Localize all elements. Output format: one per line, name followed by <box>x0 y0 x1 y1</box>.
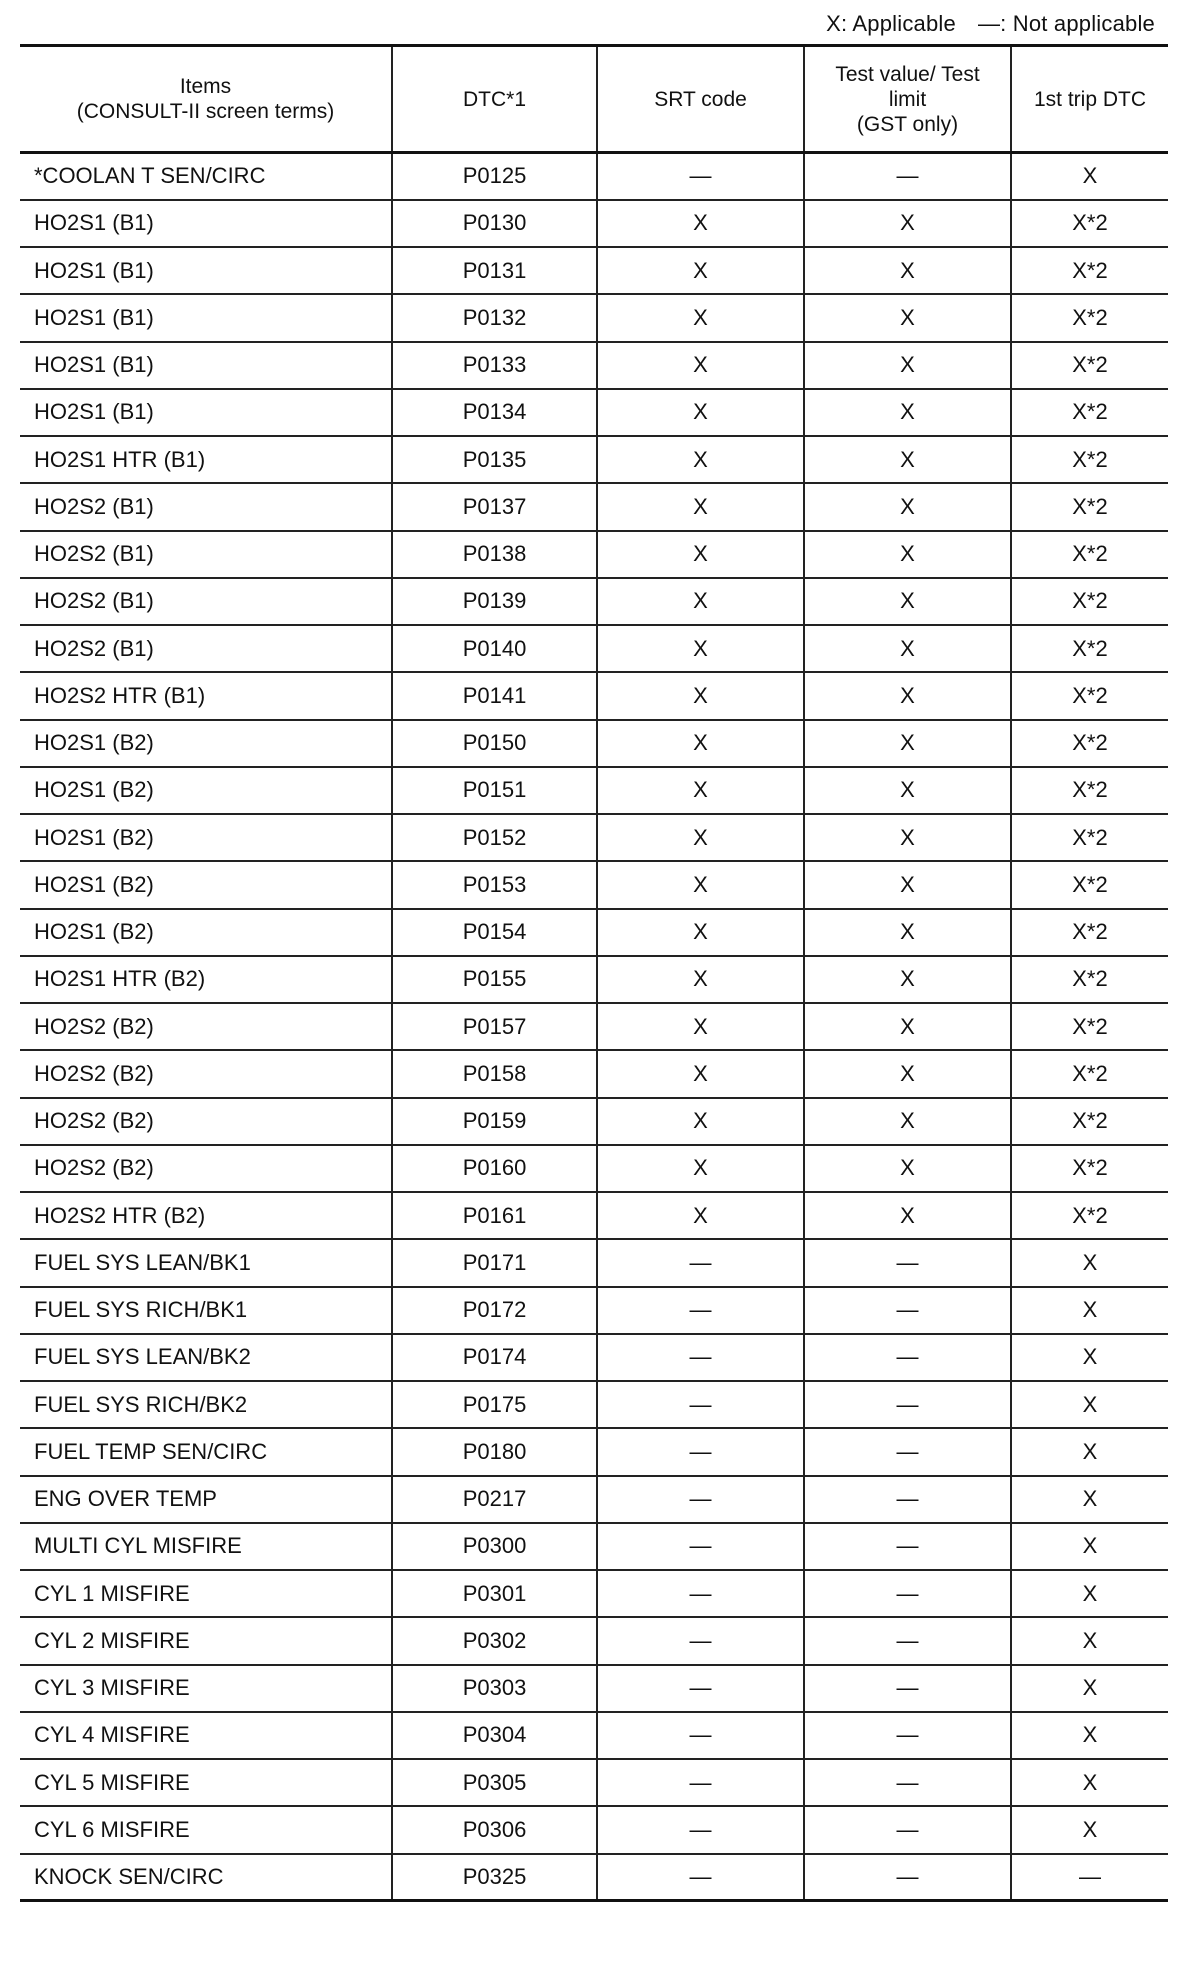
cell-first-trip-dtc: X*2 <box>1072 919 1108 945</box>
cell-item: CYL 4 MISFIRE <box>20 1712 392 1759</box>
cell-test-value: X <box>804 1192 1011 1239</box>
table-row <box>20 1381 1168 1428</box>
cell-srt: X <box>597 247 804 294</box>
table-row <box>20 1617 1168 1664</box>
cell-test-value: X <box>804 1003 1011 1050</box>
cell-srt: X <box>597 1145 804 1192</box>
table-body <box>20 153 1168 1901</box>
cell-test-value: — <box>804 1381 1011 1428</box>
cell-item: FUEL SYS LEAN/BK2 <box>20 1334 392 1381</box>
cell-first-trip-dtc: X*2 <box>1072 1155 1108 1181</box>
table-row <box>20 625 1168 672</box>
cell-first-trip-dtc: X*2 <box>1072 588 1108 614</box>
table-row <box>20 1239 1168 1286</box>
cell-srt: — <box>597 1381 804 1428</box>
cell-dtc: P0305 <box>392 1759 597 1806</box>
cell-test-value: — <box>804 1712 1011 1759</box>
cell-srt: — <box>597 1665 804 1712</box>
cell-test-value: — <box>804 1523 1011 1570</box>
table-row <box>20 720 1168 767</box>
cell-srt: X <box>597 672 804 719</box>
cell-dtc: P0161 <box>392 1192 597 1239</box>
table-row <box>20 342 1168 389</box>
cell-test-value: X <box>804 720 1011 767</box>
cell-srt: X <box>597 814 804 861</box>
cell-dtc: P0303 <box>392 1665 597 1712</box>
table-row <box>20 578 1168 625</box>
dtc-table <box>20 44 1168 1902</box>
cell-dtc: P0306 <box>392 1806 597 1853</box>
cell-dtc: P0135 <box>392 436 597 483</box>
cell-test-value: X <box>804 814 1011 861</box>
cell-item: HO2S1 HTR (B1) <box>20 436 392 483</box>
cell-test-value: — <box>804 1428 1011 1475</box>
cell-item: HO2S1 (B1) <box>20 247 392 294</box>
cell-first-trip-dtc: X*2 <box>1072 210 1108 236</box>
cell-test-value: X <box>804 672 1011 719</box>
cell-test-value: X <box>804 1145 1011 1192</box>
cell-srt: X <box>597 956 804 1003</box>
cell-item: CYL 3 MISFIRE <box>20 1665 392 1712</box>
table-row <box>20 956 1168 1003</box>
cell-test-value: — <box>804 1334 1011 1381</box>
cell-dtc: P0130 <box>392 200 597 247</box>
cell-first-trip-dtc: X*2 <box>1072 635 1108 661</box>
cell-first-trip-dtc: X*2 <box>1072 257 1108 283</box>
table-row <box>20 1570 1168 1617</box>
cell-item: FUEL SYS RICH/BK2 <box>20 1381 392 1428</box>
cell-dtc: P0300 <box>392 1523 597 1570</box>
cell-first-trip-dtc: X*2 <box>1072 446 1108 472</box>
cell-item: HO2S2 HTR (B1) <box>20 672 392 719</box>
cell-srt: X <box>597 625 804 672</box>
cell-srt: X <box>597 1098 804 1145</box>
cell-first-trip-dtc: X*2 <box>1072 493 1108 519</box>
cell-item: HO2S1 (B2) <box>20 720 392 767</box>
table-row <box>20 1003 1168 1050</box>
cell-dtc: P0217 <box>392 1476 597 1523</box>
cell-item: CYL 5 MISFIRE <box>20 1759 392 1806</box>
cell-test-value: — <box>804 1239 1011 1286</box>
table-row <box>20 294 1168 341</box>
cell-test-value: X <box>804 861 1011 908</box>
cell-dtc: P0154 <box>392 909 597 956</box>
cell-srt: — <box>597 1806 804 1853</box>
cell-item: HO2S1 (B2) <box>20 861 392 908</box>
cell-item: ENG OVER TEMP <box>20 1476 392 1523</box>
cell-test-value: X <box>804 578 1011 625</box>
cell-item: HO2S1 (B1) <box>20 389 392 436</box>
cell-test-value: X <box>804 1098 1011 1145</box>
cell-dtc: P0175 <box>392 1381 597 1428</box>
cell-first-trip-dtc: X <box>1082 1533 1098 1559</box>
cell-item: CYL 6 MISFIRE <box>20 1806 392 1853</box>
cell-test-value: — <box>804 153 1011 200</box>
cell-dtc: P0155 <box>392 956 597 1003</box>
cell-test-value: X <box>804 531 1011 578</box>
cell-item: HO2S2 (B2) <box>20 1145 392 1192</box>
cell-first-trip-dtc: X*2 <box>1072 824 1108 850</box>
cell-test-value: X <box>804 389 1011 436</box>
legend <box>20 6 1155 42</box>
cell-srt: X <box>597 389 804 436</box>
cell-first-trip-dtc: X <box>1082 1438 1098 1464</box>
cell-dtc: P0304 <box>392 1712 597 1759</box>
cell-item: MULTI CYL MISFIRE <box>20 1523 392 1570</box>
cell-dtc: P0158 <box>392 1050 597 1097</box>
cell-item: CYL 2 MISFIRE <box>20 1617 392 1664</box>
cell-srt: X <box>597 578 804 625</box>
cell-dtc: P0125 <box>392 153 597 200</box>
cell-srt: X <box>597 720 804 767</box>
table-row <box>20 672 1168 719</box>
header-srt: SRT code <box>597 46 804 153</box>
cell-dtc: P0137 <box>392 483 597 530</box>
cell-test-value: X <box>804 956 1011 1003</box>
table-row <box>20 1334 1168 1381</box>
cell-first-trip-dtc: X*2 <box>1072 682 1108 708</box>
cell-test-value: X <box>804 247 1011 294</box>
table-header <box>20 46 1168 153</box>
table-row <box>20 483 1168 530</box>
table-row <box>20 1759 1168 1806</box>
cell-item: HO2S1 (B2) <box>20 767 392 814</box>
table-row <box>20 1665 1168 1712</box>
cell-item: HO2S1 (B1) <box>20 342 392 389</box>
cell-first-trip-dtc: X*2 <box>1072 1060 1108 1086</box>
cell-item: HO2S2 (B2) <box>20 1050 392 1097</box>
table-row <box>20 1098 1168 1145</box>
table-row <box>20 1712 1168 1759</box>
cell-item: FUEL SYS RICH/BK1 <box>20 1287 392 1334</box>
table-row <box>20 767 1168 814</box>
header-items <box>20 46 392 153</box>
cell-first-trip-dtc: X <box>1082 1580 1098 1606</box>
header-items-line1: Items <box>179 75 232 98</box>
cell-item: HO2S2 (B1) <box>20 531 392 578</box>
cell-dtc: P0140 <box>392 625 597 672</box>
cell-srt: X <box>597 909 804 956</box>
cell-first-trip-dtc: — <box>1079 1863 1101 1889</box>
table-row <box>20 1428 1168 1475</box>
cell-item: KNOCK SEN/CIRC <box>20 1854 392 1901</box>
cell-srt: X <box>597 483 804 530</box>
header-dtc: DTC*1 <box>392 46 597 153</box>
cell-test-value: — <box>804 1759 1011 1806</box>
cell-dtc: P0160 <box>392 1145 597 1192</box>
cell-item: HO2S2 (B2) <box>20 1098 392 1145</box>
table-row <box>20 1806 1168 1853</box>
cell-srt: X <box>597 531 804 578</box>
header-test-value <box>804 46 1011 153</box>
cell-first-trip-dtc: X*2 <box>1072 1108 1108 1134</box>
cell-test-value: X <box>804 909 1011 956</box>
table-row <box>20 1287 1168 1334</box>
cell-item: FUEL TEMP SEN/CIRC <box>20 1428 392 1475</box>
legend-applicable: X: Applicable <box>826 11 956 36</box>
cell-first-trip-dtc: X*2 <box>1072 871 1108 897</box>
cell-dtc: P0131 <box>392 247 597 294</box>
cell-item: CYL 1 MISFIRE <box>20 1570 392 1617</box>
cell-first-trip-dtc: X <box>1082 1627 1098 1653</box>
cell-dtc: P0174 <box>392 1334 597 1381</box>
cell-srt: X <box>597 342 804 389</box>
cell-item: HO2S2 HTR (B2) <box>20 1192 392 1239</box>
cell-srt: X <box>597 767 804 814</box>
cell-dtc: P0180 <box>392 1428 597 1475</box>
cell-test-value: — <box>804 1854 1011 1901</box>
table-row <box>20 531 1168 578</box>
cell-dtc: P0302 <box>392 1617 597 1664</box>
header-test-line1: Test value/ Test <box>835 62 980 86</box>
cell-item: HO2S2 (B1) <box>20 483 392 530</box>
table-row <box>20 1145 1168 1192</box>
cell-srt: — <box>597 1570 804 1617</box>
cell-first-trip-dtc: X*2 <box>1072 966 1108 992</box>
cell-dtc: P0301 <box>392 1570 597 1617</box>
cell-dtc: P0133 <box>392 342 597 389</box>
cell-test-value: X <box>804 1050 1011 1097</box>
cell-test-value: — <box>804 1287 1011 1334</box>
cell-first-trip-dtc: X <box>1082 1675 1098 1701</box>
cell-first-trip-dtc: X <box>1082 1249 1098 1275</box>
cell-first-trip-dtc: X*2 <box>1072 352 1108 378</box>
cell-srt: — <box>597 1239 804 1286</box>
cell-test-value: — <box>804 1617 1011 1664</box>
cell-srt: X <box>597 436 804 483</box>
cell-first-trip-dtc: X*2 <box>1072 777 1108 803</box>
table-row <box>20 861 1168 908</box>
cell-test-value: X <box>804 200 1011 247</box>
cell-test-value: X <box>804 294 1011 341</box>
table-row <box>20 1854 1168 1901</box>
cell-dtc: P0172 <box>392 1287 597 1334</box>
cell-first-trip-dtc: X*2 <box>1072 1202 1108 1228</box>
cell-srt: — <box>597 1759 804 1806</box>
cell-srt: — <box>597 1287 804 1334</box>
cell-srt: X <box>597 1192 804 1239</box>
cell-dtc: P0151 <box>392 767 597 814</box>
cell-test-value: X <box>804 625 1011 672</box>
cell-first-trip-dtc: X*2 <box>1072 541 1108 567</box>
cell-dtc: P0325 <box>392 1854 597 1901</box>
cell-item: FUEL SYS LEAN/BK1 <box>20 1239 392 1286</box>
cell-test-value: — <box>804 1806 1011 1853</box>
cell-item: HO2S2 (B1) <box>20 625 392 672</box>
table-row <box>20 1476 1168 1523</box>
cell-first-trip-dtc: X <box>1082 1769 1098 1795</box>
table-row <box>20 436 1168 483</box>
cell-srt: — <box>597 1523 804 1570</box>
table-row <box>20 247 1168 294</box>
cell-srt: X <box>597 200 804 247</box>
cell-item: HO2S1 HTR (B2) <box>20 956 392 1003</box>
table-row <box>20 814 1168 861</box>
cell-first-trip-dtc: X <box>1082 1344 1098 1370</box>
cell-item: HO2S1 (B2) <box>20 909 392 956</box>
cell-test-value: X <box>804 767 1011 814</box>
cell-srt: X <box>597 1003 804 1050</box>
table-row <box>20 153 1168 200</box>
cell-dtc: P0138 <box>392 531 597 578</box>
cell-srt: — <box>597 1617 804 1664</box>
cell-first-trip-dtc: X <box>1082 1816 1098 1842</box>
cell-srt: X <box>597 861 804 908</box>
cell-dtc: P0141 <box>392 672 597 719</box>
cell-srt: — <box>597 1854 804 1901</box>
cell-srt: X <box>597 1050 804 1097</box>
cell-first-trip-dtc: X <box>1082 1722 1098 1748</box>
legend-not-applicable: —: Not applicable <box>977 11 1155 36</box>
cell-item: *COOLAN T SEN/CIRC <box>20 153 392 200</box>
cell-dtc: P0139 <box>392 578 597 625</box>
cell-srt: — <box>597 153 804 200</box>
header-test-line3: (GST only) <box>856 112 959 136</box>
header-trip: 1st trip DTC <box>1033 87 1146 111</box>
cell-srt: — <box>597 1334 804 1381</box>
cell-dtc: P0171 <box>392 1239 597 1286</box>
cell-test-value: — <box>804 1476 1011 1523</box>
header-items-line2: (CONSULT-II screen terms) <box>76 100 335 123</box>
cell-item: HO2S1 (B2) <box>20 814 392 861</box>
cell-test-value: X <box>804 483 1011 530</box>
cell-dtc: P0153 <box>392 861 597 908</box>
cell-srt: — <box>597 1476 804 1523</box>
table-row <box>20 1050 1168 1097</box>
cell-test-value: X <box>804 342 1011 389</box>
cell-first-trip-dtc: X*2 <box>1072 304 1108 330</box>
cell-item: HO2S2 (B2) <box>20 1003 392 1050</box>
header-row <box>20 46 1168 153</box>
cell-dtc: P0150 <box>392 720 597 767</box>
cell-item: HO2S1 (B1) <box>20 200 392 247</box>
cell-first-trip-dtc: X <box>1082 1486 1098 1512</box>
header-test-line2: limit <box>888 87 927 111</box>
cell-first-trip-dtc: X <box>1082 1297 1098 1323</box>
cell-first-trip-dtc: X*2 <box>1072 399 1108 425</box>
cell-dtc: P0159 <box>392 1098 597 1145</box>
cell-dtc: P0134 <box>392 389 597 436</box>
cell-dtc: P0152 <box>392 814 597 861</box>
cell-item: HO2S1 (B1) <box>20 294 392 341</box>
cell-dtc: P0132 <box>392 294 597 341</box>
cell-srt: — <box>597 1712 804 1759</box>
cell-srt: X <box>597 294 804 341</box>
cell-first-trip-dtc: X*2 <box>1072 730 1108 756</box>
cell-test-value: X <box>804 436 1011 483</box>
table-row <box>20 200 1168 247</box>
cell-item: HO2S2 (B1) <box>20 578 392 625</box>
cell-test-value: — <box>804 1570 1011 1617</box>
table-row <box>20 1523 1168 1570</box>
cell-first-trip-dtc: X <box>1082 163 1098 189</box>
cell-dtc: P0157 <box>392 1003 597 1050</box>
table-row <box>20 389 1168 436</box>
table-row <box>20 1192 1168 1239</box>
cell-srt: — <box>597 1428 804 1475</box>
cell-first-trip-dtc: X <box>1082 1391 1098 1417</box>
cell-test-value: — <box>804 1665 1011 1712</box>
cell-first-trip-dtc: X*2 <box>1072 1013 1108 1039</box>
table-row <box>20 909 1168 956</box>
